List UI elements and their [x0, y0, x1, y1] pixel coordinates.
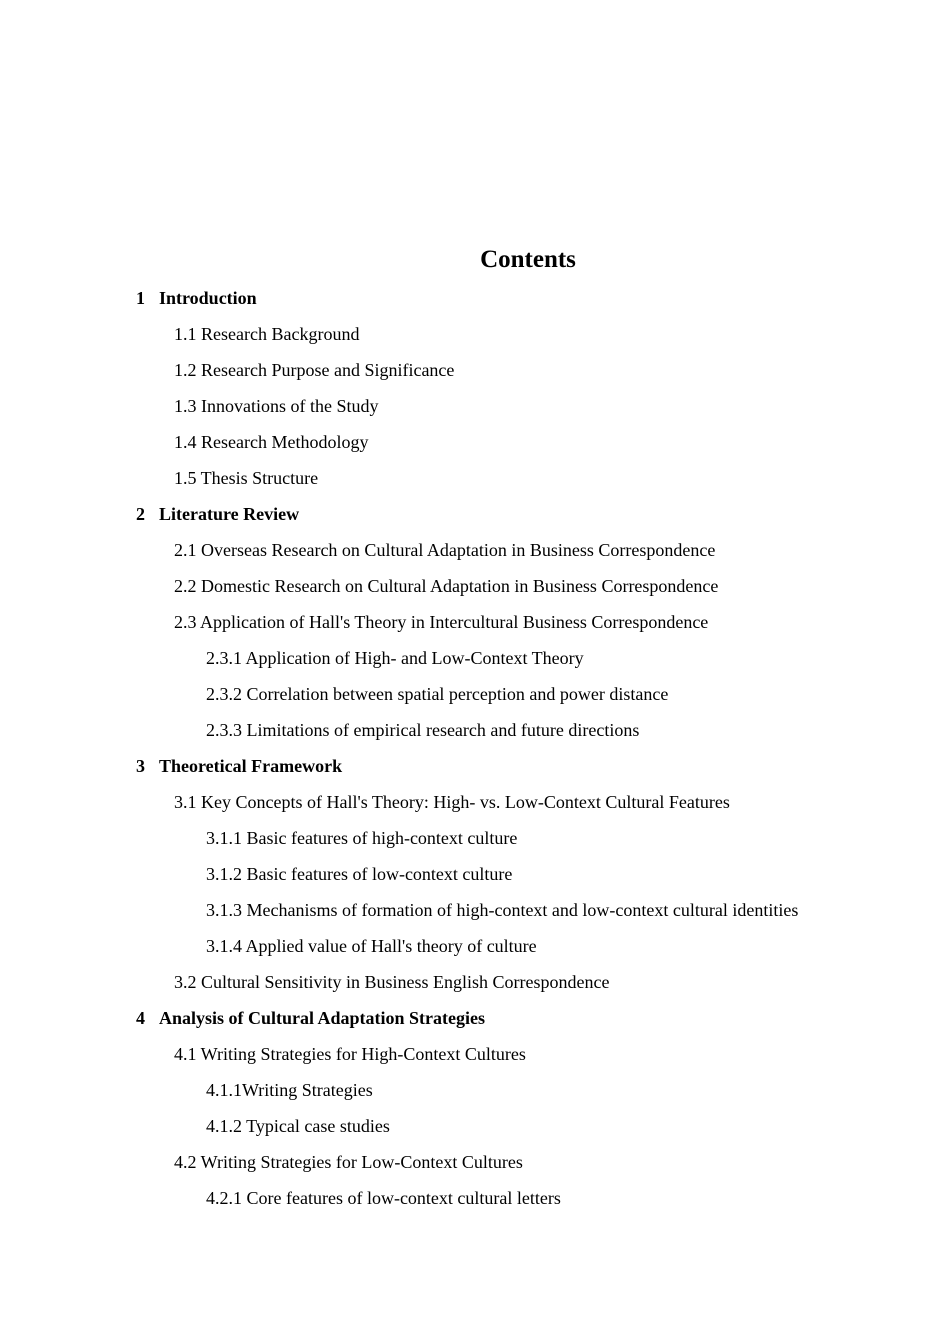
toc-subsection-3-1-1[interactable]: 3.1.1 Basic features of high-context culture — [206, 828, 518, 848]
toc-subsection-2-3-1[interactable]: 2.3.1 Application of High- and Low-Context Theory — [206, 648, 584, 668]
toc-subsection-3-1-2[interactable]: 3.1.2 Basic features of low-context culture — [206, 864, 513, 884]
toc-chapter-title: Analysis of Cultural Adaptation Strategies — [159, 1008, 486, 1028]
toc-chapter-number: 2 — [136, 504, 145, 524]
toc-subsection-2-3-3[interactable]: 2.3.3 Limitations of empirical research and future directions — [206, 720, 640, 740]
toc-chapter-number: 4 — [136, 1008, 145, 1028]
toc-chapter-title: Introduction — [159, 288, 257, 308]
toc-chapter-4[interactable] — [0, 1006, 950, 1042]
toc-section-1-2[interactable]: 1.2 Research Purpose and Significance — [174, 360, 455, 380]
toc-section-3-2[interactable]: 3.2 Cultural Sensitivity in Business English Correspondence — [174, 972, 610, 992]
toc-subsection-2-3-2[interactable]: 2.3.2 Correlation between spatial perception and power distance — [206, 684, 669, 704]
toc-subsection-4-1-1[interactable]: 4.1.1Writing Strategies — [206, 1080, 373, 1100]
page-title: Contents — [480, 246, 576, 273]
toc-subsection-3-1-3[interactable]: 3.1.3 Mechanisms of formation of high-context and low-context cultural identities — [206, 900, 799, 920]
toc-section-4-2[interactable]: 4.2 Writing Strategies for Low-Context Cultures — [174, 1152, 523, 1172]
toc-section-1-4[interactable]: 1.4 Research Methodology — [174, 432, 369, 452]
toc-section-1-1[interactable]: 1.1 Research Background — [174, 324, 360, 344]
toc-chapter-title: Theoretical Framework — [159, 756, 343, 776]
toc-chapter-number: 3 — [136, 756, 145, 776]
toc-chapter-1[interactable] — [0, 286, 950, 322]
toc-section-2-2[interactable]: 2.2 Domestic Research on Cultural Adaptation in Business Correspondence — [174, 576, 719, 596]
toc-section-2-1[interactable]: 2.1 Overseas Research on Cultural Adaptation in Business Correspondence — [174, 540, 716, 560]
toc-chapter-number: 1 — [136, 288, 145, 308]
toc-section-4-1[interactable]: 4.1 Writing Strategies for High-Context Cultures — [174, 1044, 526, 1064]
toc-chapter-3[interactable] — [0, 754, 950, 790]
toc-subsection-3-1-4[interactable]: 3.1.4 Applied value of Hall's theory of culture — [206, 936, 537, 956]
toc-subsection-4-2-1[interactable]: 4.2.1 Core features of low-context cultural letters — [206, 1188, 561, 1208]
table-of-contents — [0, 286, 950, 1222]
toc-chapter-2[interactable] — [0, 502, 950, 538]
toc-chapter-title: Literature Review — [159, 504, 300, 524]
toc-subsection-4-1-2[interactable]: 4.1.2 Typical case studies — [206, 1116, 390, 1136]
toc-section-3-1[interactable]: 3.1 Key Concepts of Hall's Theory: High- vs. Low-Context Cultural Features — [174, 792, 730, 812]
toc-section-1-3[interactable]: 1.3 Innovations of the Study — [174, 396, 379, 416]
toc-section-1-5[interactable]: 1.5 Thesis Structure — [174, 468, 319, 488]
toc-section-2-3[interactable]: 2.3 Application of Hall's Theory in Intercultural Business Correspondence — [174, 612, 709, 632]
